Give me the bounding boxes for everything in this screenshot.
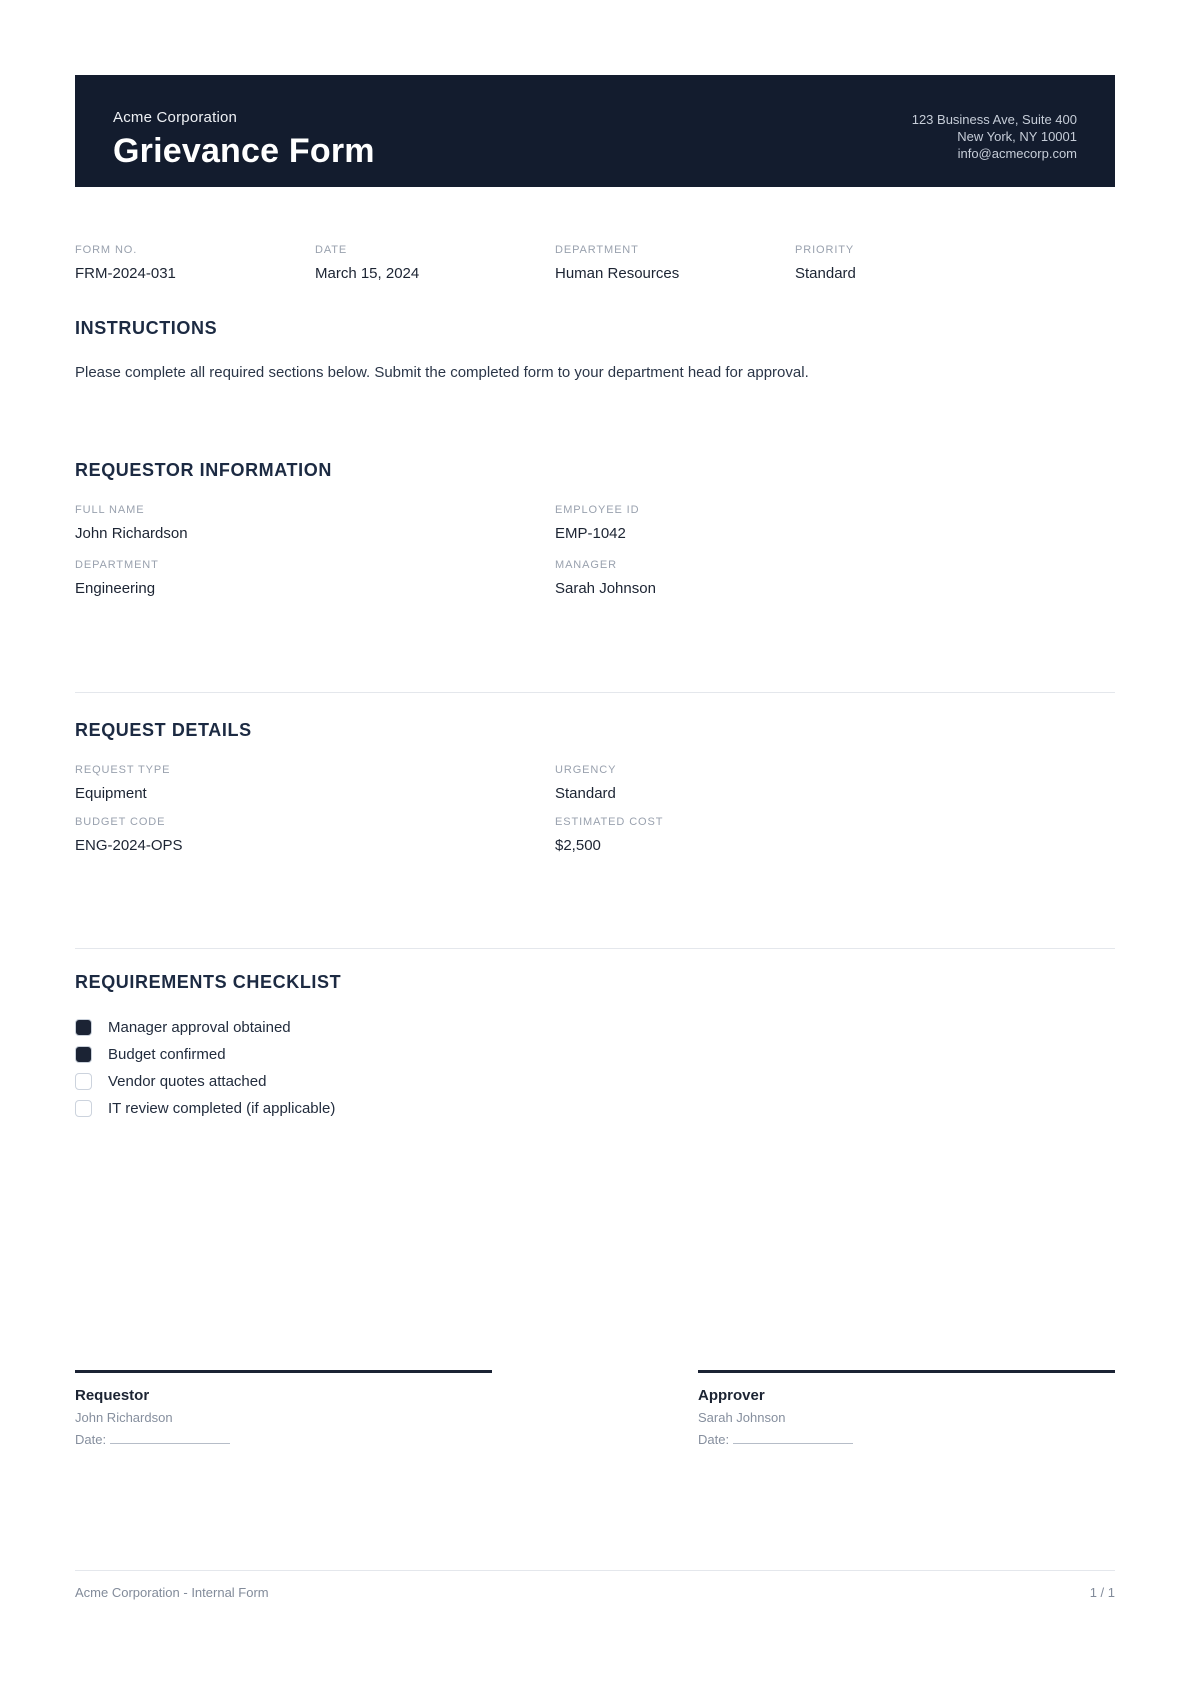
field-value: Equipment [75, 785, 147, 802]
meta-field-date [315, 243, 555, 283]
request-details-section [75, 719, 1115, 855]
field-label: REQUEST TYPE [75, 764, 171, 776]
field-budget-code [75, 815, 555, 855]
footer-page-number: 1 / 1 [1089, 1585, 1115, 1600]
field-department [75, 558, 555, 598]
checkbox-it-review[interactable] [75, 1100, 92, 1117]
checklist-item-label: Manager approval obtained [108, 1019, 291, 1036]
field-label: PRIORITY [795, 244, 855, 256]
field-value: FRM-2024-031 [75, 265, 176, 282]
company-address [912, 75, 1077, 187]
date-blank-line [733, 1434, 853, 1444]
date-blank-line [110, 1434, 230, 1444]
address-line-2: New York, NY 10001 [957, 129, 1077, 144]
field-label: DEPARTMENT [555, 244, 639, 256]
field-value: EMP-1042 [555, 525, 626, 542]
checklist-item-label: IT review completed (if applicable) [108, 1100, 336, 1117]
checklist-item [75, 1046, 1115, 1063]
form-meta-row [75, 243, 1115, 283]
signatures-row [75, 1370, 1115, 1447]
address-email: info@acmecorp.com [957, 146, 1077, 161]
field-estimated-cost [555, 815, 1035, 855]
field-full-name [75, 503, 555, 543]
field-value: March 15, 2024 [315, 265, 420, 282]
field-label: BUDGET CODE [75, 816, 166, 828]
checklist-item-label: Vendor quotes attached [108, 1073, 267, 1090]
requestor-information-heading: REQUESTOR INFORMATION [75, 460, 332, 480]
checklist-item-label: Budget confirmed [108, 1046, 226, 1063]
field-value: John Richardson [75, 525, 188, 542]
checkbox-vendor-quotes[interactable] [75, 1073, 92, 1090]
request-details-grid [75, 763, 1115, 855]
date-label: Date: [75, 1432, 107, 1447]
signature-role: Approver [698, 1387, 765, 1404]
section-divider [75, 948, 1115, 949]
meta-field-department [555, 243, 795, 283]
address-line-1: 123 Business Ave, Suite 400 [911, 112, 1077, 127]
field-value: ENG-2024-OPS [75, 837, 183, 854]
field-manager [555, 558, 1035, 598]
request-details-heading: REQUEST DETAILS [75, 720, 252, 740]
footer-document-label: Acme Corporation - Internal Form [75, 1585, 269, 1600]
checklist-item [75, 1100, 1115, 1117]
requestor-fields-grid [75, 503, 1115, 598]
field-value: Sarah Johnson [555, 580, 656, 597]
field-value: Standard [795, 265, 856, 282]
signature-block-requestor [75, 1370, 492, 1447]
field-label: MANAGER [555, 559, 617, 571]
requirements-checklist-heading: REQUIREMENTS CHECKLIST [75, 972, 342, 992]
form-title: Grievance Form [113, 132, 375, 170]
signature-date [698, 1432, 1115, 1447]
signature-date [75, 1432, 492, 1447]
section-divider [75, 692, 1115, 693]
meta-field-form-no [75, 243, 315, 283]
field-request-type [75, 763, 555, 803]
field-label: ESTIMATED COST [555, 816, 664, 828]
field-value: Standard [555, 785, 616, 802]
instructions-body: Please complete all required sections below. Submit the completed form to your department head for approval. [75, 364, 809, 381]
signature-line [75, 1370, 492, 1373]
signature-name: Sarah Johnson [698, 1410, 786, 1425]
signature-line [698, 1370, 1115, 1373]
field-employee-id [555, 503, 1035, 543]
meta-field-priority [795, 243, 1035, 283]
field-label: EMPLOYEE ID [555, 504, 640, 516]
field-urgency [555, 763, 1035, 803]
field-label: URGENCY [555, 764, 617, 776]
requirements-checklist-section [75, 971, 1115, 1117]
checklist-item [75, 1073, 1115, 1090]
field-label: FULL NAME [75, 504, 145, 516]
field-value: Engineering [75, 580, 156, 597]
header-left [113, 75, 375, 187]
form-header [75, 75, 1115, 187]
requirements-checklist [75, 1019, 1115, 1117]
checklist-item [75, 1019, 1115, 1036]
field-label: DEPARTMENT [75, 559, 159, 571]
company-name: Acme Corporation [113, 109, 238, 126]
checkbox-budget-confirmed[interactable] [75, 1046, 92, 1063]
requestor-information-section [75, 459, 1115, 598]
signature-role: Requestor [75, 1387, 150, 1404]
signature-name: John Richardson [75, 1410, 173, 1425]
field-value: $2,500 [555, 837, 601, 854]
date-label: Date: [698, 1432, 730, 1447]
page-footer [75, 1570, 1115, 1600]
field-value: Human Resources [555, 265, 680, 282]
checkbox-manager-approval[interactable] [75, 1019, 92, 1036]
field-label: DATE [315, 244, 348, 256]
instructions-heading: INSTRUCTIONS [75, 318, 218, 338]
field-label: FORM NO. [75, 244, 138, 256]
instructions-section [75, 317, 1115, 383]
signature-block-approver [698, 1370, 1115, 1447]
